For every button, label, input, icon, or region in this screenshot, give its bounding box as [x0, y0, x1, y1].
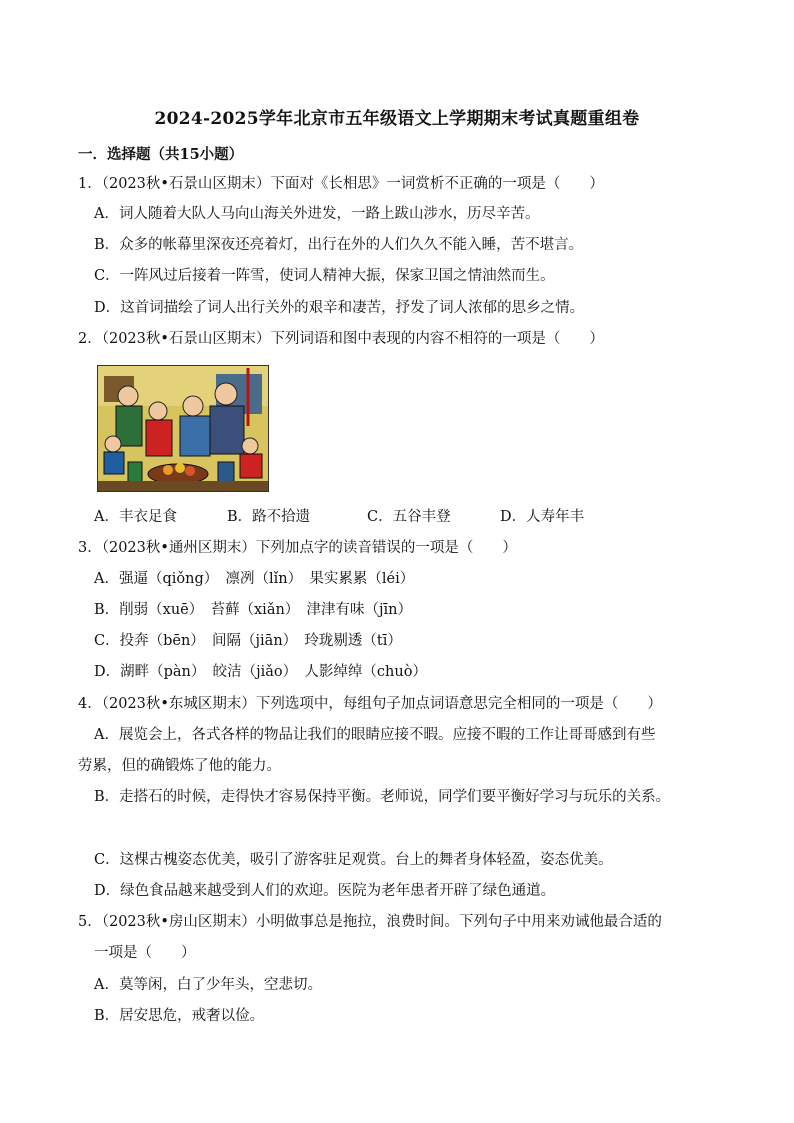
section-heading: 一．选择题（共15小题）: [78, 146, 244, 163]
question-1-option-d: D．这首词描绘了词人出行关外的艰辛和凄苦，抒发了词人浓郁的思乡之情。: [94, 300, 585, 316]
question-1-option-b: B．众多的帐幕里深夜还亮着灯，出行在外的人们久久不能入睡，苦不堪言。: [94, 237, 584, 253]
question-5-option-a: A．莫等闲，白了少年头，空悲切。: [94, 977, 322, 993]
question-5-option-b: B．居安思危，戒奢以俭。: [94, 1008, 265, 1024]
question-3-option-a: A．强逼（qiǒng） 凛冽（lǐn） 果实累累（léi）: [94, 571, 415, 587]
question-2-stem: 2．（2023秋•石景山区期末）下列词语和图中表现的内容不相符的一项是（ ）: [78, 331, 604, 347]
question-2-options: [94, 507, 584, 527]
question-3-stem: 3．（2023秋•通州区期末）下列加点字的读音错误的一项是（ ）: [78, 540, 517, 556]
question-3-option-c: C．投奔（bēn） 间隔（jiān） 玲珑剔透（tī）: [94, 633, 402, 649]
question-4-option-a: A．展览会上，各式各样的物品让我们的眼睛应接不暇。应接不暇的工作让哥哥感到有些: [94, 727, 656, 743]
question-2-option-a: A．丰衣足食: [94, 509, 177, 525]
question-3-option-d: D．湖畔（pàn） 皎洁（jiǎo） 人影绰绰（chuò）: [94, 664, 427, 680]
question-4-option-d: D．绿色食品越来越受到人们的欢迎。医院为老年患者开辟了绿色通道。: [94, 883, 556, 899]
question-3-option-b: B．削弱（xuē） 苔藓（xiǎn） 津津有味（jīn）: [94, 602, 413, 618]
question-4-option-c: C．这棵古槐姿态优美，吸引了游客驻足观赏。台上的舞者身体轻盈，姿态优美。: [94, 852, 613, 868]
question-5-stem-continued: 一项是（ ）: [94, 945, 196, 961]
page-title: 2024-2025学年北京市五年级语文上学期期末考试真题重组卷: [154, 109, 640, 129]
question-1-option-a: A．词人随着大队人马向山海关外进发，一路上跋山涉水，历尽辛苦。: [94, 206, 540, 222]
question-4-stem: 4．（2023秋•东城区期末）下列选项中，每组句子加点词语意思完全相同的一项是（ ）: [78, 696, 662, 712]
question-2-option-d: D．人寿年丰: [500, 509, 585, 525]
question-2-option-b: B．路不拾遗: [227, 509, 311, 525]
question-4-option-b: B．走搭石的时候，走得快才容易保持平衡。老师说，同学们要平衡好学习与玩乐的关系。: [94, 789, 671, 805]
question-5-stem: 5．（2023秋•房山区期末）小明做事总是拖拉，浪费时间。下列句子中用来劝诫他最合适的: [78, 914, 662, 930]
question-2-picture: [97, 365, 269, 492]
question-1-option-c: C．一阵风过后接着一阵雪，使词人精神大振，保家卫国之情油然而生。: [94, 268, 555, 284]
question-1-stem: 1．（2023秋•石景山区期末）下面对《长相思》一词赏析不正确的一项是（ ）: [78, 176, 604, 192]
question-4-option-a-continued: 劳累，但的确锻炼了他的能力。: [78, 758, 281, 774]
question-2-option-c: C．五谷丰登: [367, 509, 451, 525]
